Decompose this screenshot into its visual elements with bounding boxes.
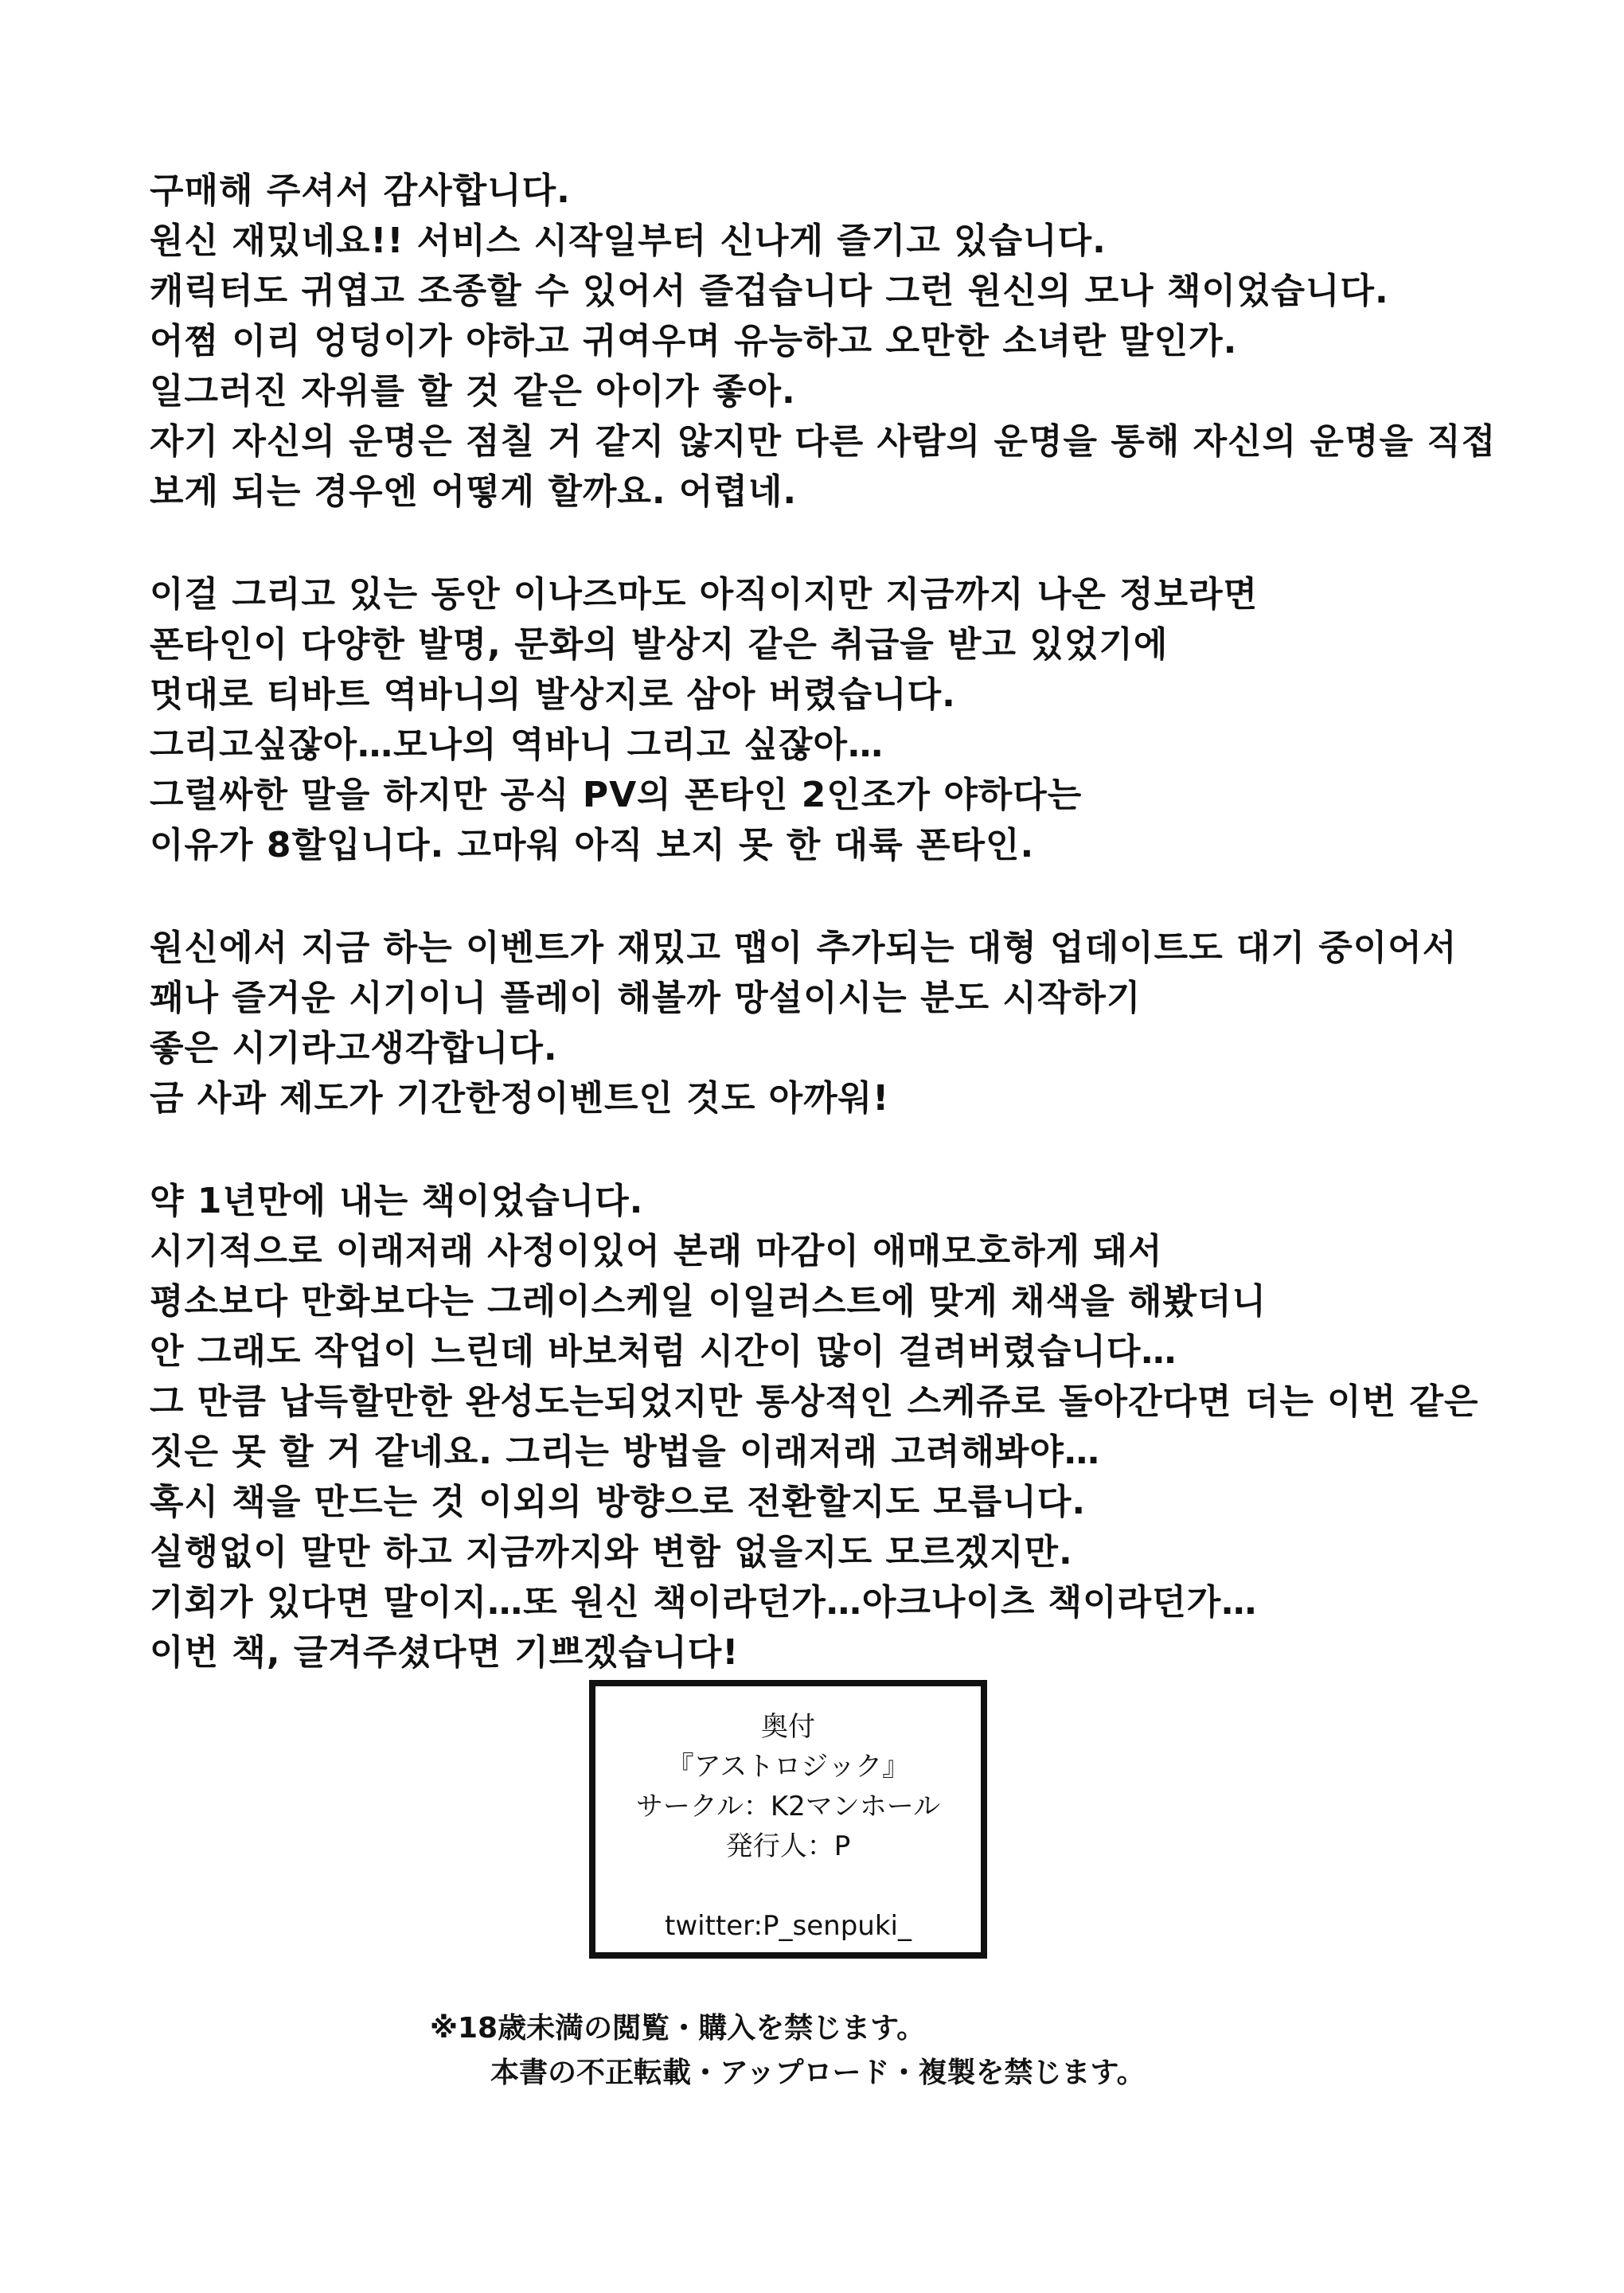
text-line: 짓은 못 할 거 같네요. 그리는 방법을 이래저래 고려해봐야… bbox=[150, 1432, 1100, 1472]
text-line: 구매해 주셔서 감사합니다. bbox=[150, 170, 571, 211]
text-line: 원신에서 지금 하는 이벤트가 재밌고 맵이 추가되는 대형 업데이트도 대기 중이어서 bbox=[150, 928, 1458, 968]
text-line: 시기적으로 이래저래 사정이있어 본래 마감이 애매모호하게 돼서 bbox=[150, 1231, 1163, 1272]
afterword-paragraph bbox=[150, 923, 1519, 1123]
text-line: 원신 재밌네요!! 서비스 시작일부터 신나게 즐기고 있습니다. bbox=[150, 221, 1107, 261]
text-line: 자기 자신의 운명은 점칠 거 같지 않지만 다른 사람의 운명을 통해 자신의 운명을 직접 bbox=[150, 421, 1497, 462]
text-line: 멋대로 티바트 역바니의 발상지로 삼아 버렸습니다. bbox=[150, 674, 956, 715]
text-line: 어쩜 이리 엉덩이가 야하고 귀여우며 유능하고 오만한 소녀란 말인가. bbox=[150, 321, 1238, 361]
text-line: 캐릭터도 귀엽고 조종할 수 있어서 즐겁습니다 그런 원신의 모나 책이었습니다. bbox=[150, 271, 1389, 311]
text-line: 이번 책, 글겨주셨다면 기쁘겠습니다! bbox=[150, 1632, 740, 1673]
reproduction-warning: 本書の不正転載・アップロード・複製を禁じます。 bbox=[490, 2057, 1146, 2089]
text-line: 금 사과 제도가 기간한정이벤트인 것도 아까워! bbox=[150, 1078, 890, 1119]
text-line: 실행없이 말만 하고 지금까지와 변함 없을지도 모르겠지만. bbox=[150, 1532, 1073, 1572]
text-line: 그 만큼 납득할만한 완성도는되었지만 통상적인 스케쥬로 돌아간다면 더는 이번 같은 bbox=[150, 1381, 1479, 1422]
text-line: 평소보다 만화보다는 그레이스케일 이일러스트에 맞게 채색을 해봤더니 bbox=[150, 1281, 1267, 1322]
text-line: 약 1년만에 내는 책이었습니다. bbox=[150, 1181, 644, 1221]
text-line: 일그러진 자위를 할 것 같은 아이가 좋아. bbox=[150, 371, 796, 412]
colophon-circle: サークル：K2マンホール bbox=[635, 1791, 941, 1822]
text-line: 이유가 8할입니다. 고마워 아직 보지 못 한 대륙 폰타인. bbox=[150, 825, 1035, 865]
age-warning: ※18歳未満の閲覧・購入を禁じます。 bbox=[430, 2012, 926, 2045]
colophon-twitter: twitter:P_senpuki_ bbox=[665, 1910, 912, 1942]
colophon-box bbox=[589, 1680, 987, 1959]
text-line: 그리고싶잖아…모나의 역바니 그리고 싶잖아… bbox=[150, 725, 884, 765]
text-line: 안 그래도 작업이 느린데 바보처럼 시간이 많이 걸려버렸습니다… bbox=[150, 1331, 1177, 1372]
colophon-title: 『アストロジック』 bbox=[666, 1751, 910, 1783]
colophon-spacer bbox=[595, 1866, 981, 1906]
legal-notice bbox=[430, 2006, 1465, 2096]
afterword-paragraph bbox=[150, 166, 1519, 517]
afterword-paragraph bbox=[150, 569, 1519, 870]
afterword-text bbox=[150, 166, 1519, 1730]
text-line: 이걸 그리고 있는 동안 이나즈마도 아직이지만 지금까지 나온 정보라면 bbox=[150, 574, 1259, 615]
text-line: 그럴싸한 말을 하지만 공식 PV의 폰타인 2인조가 야하다는 bbox=[150, 775, 1083, 815]
text-line: 기회가 있다면 말이지…또 원신 책이라던가…아크나이츠 책이라던가… bbox=[150, 1582, 1258, 1623]
text-line: 폰타인이 다양한 발명, 문화의 발상지 같은 취급을 받고 있었기에 bbox=[150, 624, 1169, 665]
colophon-heading: 奥付 bbox=[761, 1711, 815, 1743]
text-line: 꽤나 즐거운 시기이니 플레이 해볼까 망설이시는 분도 시작하기 bbox=[150, 978, 1142, 1018]
text-line: 혹시 책을 만드는 것 이외의 방향으로 전환할지도 모릅니다. bbox=[150, 1482, 1087, 1522]
text-line: 보게 되는 경우엔 어떻게 할까요. 어렵네. bbox=[150, 471, 798, 512]
afterword-paragraph bbox=[150, 1176, 1519, 1678]
text-line: 좋은 시기라고생각합니다. bbox=[150, 1028, 558, 1068]
colophon-publisher: 発行人：P bbox=[725, 1830, 851, 1862]
